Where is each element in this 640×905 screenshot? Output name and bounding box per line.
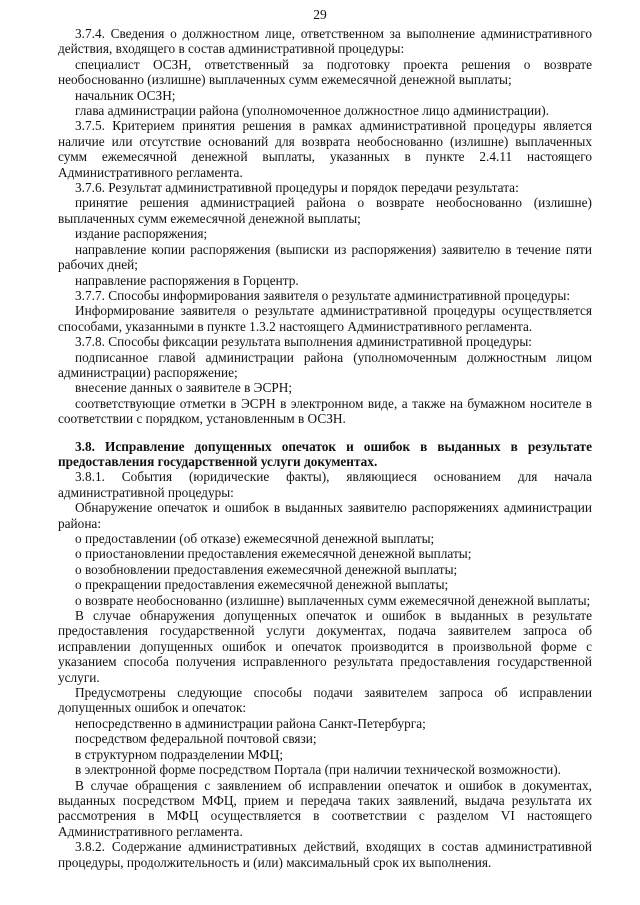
paragraph: непосредственно в администрации района Санкт-Петербурга; — [75, 715, 426, 731]
paragraph: Информирование заявителя о результате административной процедуры осуществляется способами, указанными в пункте 1.3.2 настоящего Административного регламента. — [58, 303, 592, 334]
paragraph: 3.8.1. События (юридические факты), являющиеся основанием для начала административной процедуры: — [58, 469, 592, 500]
paragraph: 3.7.5. Критерием принятия решения в рамках административной процедуры является наличие или отсутствие оснований для возврата необоснованно (излишне) выплаченных сумм ежемесячной денежной выплаты, указанных в пункте 2.4.11 настоящего Административного регламента. — [58, 118, 592, 180]
paragraph: В случае обращения с заявлением об исправлении опечаток и ошибок в документах, выданных посредством МФЦ, прием и передача таких заявлений, выдача результата их рассмотрения в МФЦ осуществляется в соответствии с разделом VI настоящего Административного регламента. — [58, 777, 592, 839]
paragraph: 3.7.4. Сведения о должностном лице, ответственном за выполнение административного действия, входящего в состав административной процедуры: — [58, 26, 592, 57]
paragraph: посредством федеральной почтовой связи; — [75, 731, 317, 747]
paragraph: Обнаружение опечаток и ошибок в выданных заявителю распоряжениях администрации района: — [58, 500, 592, 531]
paragraph: о возобновлении предоставления ежемесячной денежной выплаты; — [75, 561, 458, 577]
paragraph: глава администрации района (уполномоченное должностное лицо администрации). — [75, 103, 550, 119]
paragraph: соответствующие отметки в ЭСРН в электронном виде, а также на бумажном носителе в соответствии с порядком, установленным в ОСЗН. — [58, 395, 592, 427]
section-heading: 3.8. Исправление допущенных опечаток и ошибок в выданных в результате предоставления государственной услуги документах. — [58, 438, 592, 469]
paragraph: специалист ОСЗН, ответственный за подготовку проекта решения о возврате необоснованно (излишне) выплаченных сумм ежемесячной денежной выплаты; — [58, 56, 592, 88]
paragraph: 3.7.7. Способы информирования заявителя о результате административной процедуры: — [75, 287, 571, 303]
paragraph: начальник ОСЗН; — [75, 87, 176, 103]
paragraph: 3.8.2. Содержание административных действий, входящих в состав административной процедуры, продолжительность и (или) максимальный срок их выполнения. — [58, 839, 592, 870]
paragraph: 3.7.8. Способы фиксации результата выполнения административной процедуры: — [75, 334, 532, 350]
paragraph: принятие решения администрацией района о возврате необоснованно (излишне) выплаченных сумм ежемесячной денежной выплаты; — [58, 195, 592, 226]
paragraph: о прекращении предоставления ежемесячной денежной выплаты; — [75, 577, 449, 593]
paragraph: 3.7.6. Результат административной процедуры и порядок передачи результата: — [75, 180, 519, 196]
paragraph: о приостановлении предоставления ежемесячной денежной выплаты; — [75, 546, 472, 562]
paragraph: о возврате необоснованно (излишне) выплаченных сумм ежемесячной денежной выплаты; — [75, 592, 591, 608]
paragraph: в структурном подразделении МФЦ; — [75, 746, 284, 762]
paragraph: В случае обнаружения допущенных опечаток и ошибок в выданных в результате предоставления государственной услуги документах, подача заявителем запроса об исправлении допущенных ошибок и опечаток производится в произвольной форме с указанием способа получения исправленного результата предоставления государственной услуги. — [58, 608, 592, 685]
paragraph: в электронной форме посредством Портала (при наличии технической возможности). — [75, 762, 561, 778]
page-number: 29 — [313, 7, 327, 22]
paragraph: о предоставлении (об отказе) ежемесячной денежной выплаты; — [75, 531, 435, 546]
paragraph: внесение данных о заявителе в ЭСРН; — [75, 380, 293, 396]
paragraph: направление распоряжения в Горцентр. — [75, 272, 299, 288]
paragraph: Предусмотрены следующие способы подачи заявителем запроса об исправлении допущенных ошибок и опечаток: — [58, 685, 592, 716]
paragraph: подписанное главой администрации района (уполномоченным должностным лицом администрации) распоряжение; — [58, 349, 592, 380]
document-body — [58, 26, 592, 870]
paragraph: издание распоряжения; — [75, 226, 208, 242]
paragraph: направление копии распоряжения (выписки из распоряжения) заявителю в течение пяти рабочих дней; — [58, 241, 592, 273]
